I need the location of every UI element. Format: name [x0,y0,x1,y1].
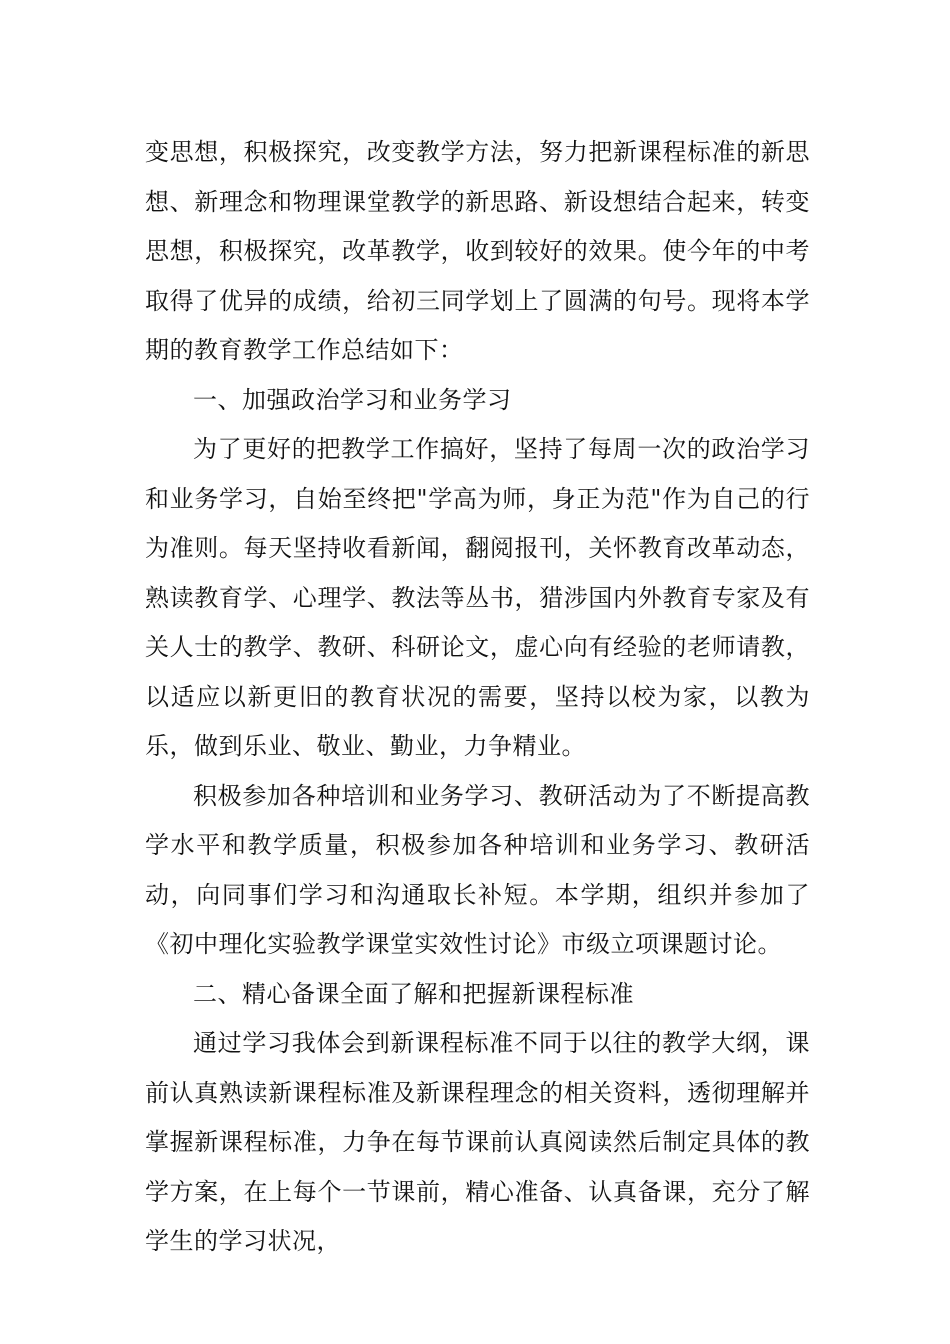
paragraph-political-study: 为了更好的把教学工作搞好，坚持了每周一次的政治学习和业务学习，自始至终把"学高为师，身正为范"作为自己的行为准则。每天坚持收看新闻，翻阅报刊，关怀教育改革动态，熟读教育学、心理学、教法等丛书，猎涉国内外教育专家及有关人士的教学、教研、科研论文，虚心向有经验的老师请教，以适应以新更旧的教育状况的需要，坚持以校为家，以教为乐，做到乐业、敬业、勤业，力争精业。 [145,435,810,760]
section-heading-2: 二、精心备课全面了解和把握新课程标准 [193,979,634,1008]
paragraph-continuation: 变思想，积极探究，改变教学方法，努力把新课程标准的新思想、新理念和物理课堂教学的新思路、新设想结合起来，转变思想，积极探究，改革教学，收到较好的效果。使今年的中考取得了优异的成绩，给初三同学划上了圆满的句号。现将本学期的教育教学工作总结如下： [145,138,810,364]
document-body [145,128,810,1267]
section-heading-1: 一、加强政治学习和业务学习 [193,385,512,414]
paragraph-lesson-prep: 通过学习我体会到新课程标准不同于以往的教学大纲，课前认真熟读新课程标准及新课程理念的相关资料，透彻理解并掌握新课程标准，力争在每节课前认真阅读然后制定具体的教学方案，在上每个一节课前，精心准备、认真备课，充分了解学生的学习状况， [145,1029,810,1255]
paragraph-training: 积极参加各种培训和业务学习、教研活动为了不断提高教学水平和教学质量，积极参加各种培训和业务学习、教研活动，向同事们学习和沟通取长补短。本学期，组织并参加了《初中理化实验教学课堂实效性讨论》市级立项课题讨论。 [145,781,810,958]
